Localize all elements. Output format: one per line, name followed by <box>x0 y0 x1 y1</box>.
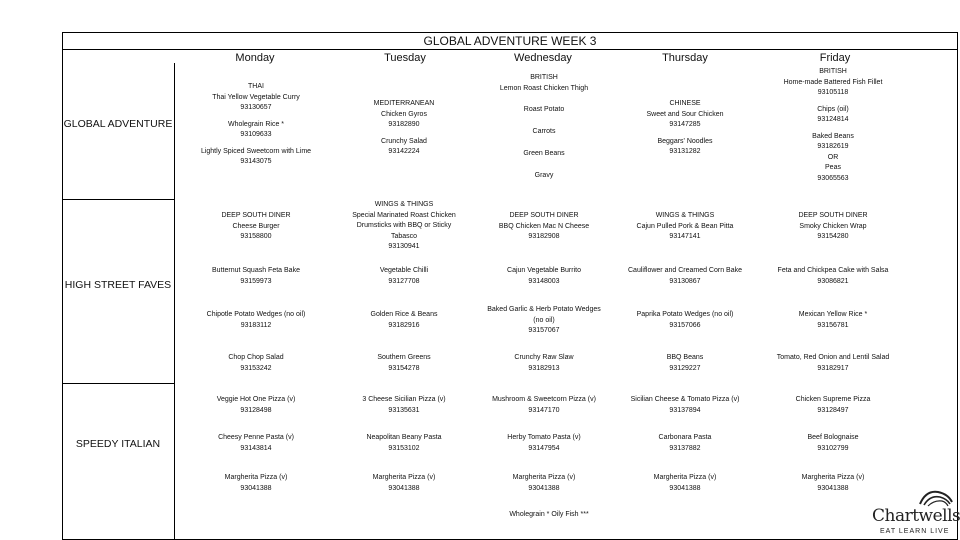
menu-item-code: 93129227 <box>669 364 701 372</box>
menu-item-name: Beggars' Noodles <box>657 137 713 145</box>
menu-item-cuisine: MEDITERRANEAN <box>373 100 435 107</box>
menu-cell-highstreet-wednesday <box>471 211 617 243</box>
menu-item-cuisine: BRITISH <box>530 74 558 81</box>
menu-item-cuisine: WINGS & THINGS <box>374 201 434 208</box>
menu-item-code: 93157066 <box>669 321 701 329</box>
menu-cell-italian-r1-wednesday <box>471 395 617 416</box>
menu-item-cuisine: BRITISH <box>819 68 847 75</box>
menu-item-name: BBQ Beans <box>666 354 704 361</box>
menu-item-code: 93147141 <box>669 233 701 240</box>
menu-item-code: 93041388 <box>817 484 849 492</box>
menu-item-name: Vegetable Chilli <box>379 267 429 274</box>
menu-item-code: 93109633 <box>240 131 272 138</box>
menu-cell-highstreet-r3-thursday <box>612 310 758 331</box>
menu-item-code: 93041388 <box>240 484 272 492</box>
menu-item-name: Baked Beans <box>812 132 854 140</box>
menu-item-name: Cheese Burger <box>232 222 280 230</box>
menu-item-name: Green Beans <box>523 150 565 157</box>
menu-item-name: Chop Chop Salad <box>228 354 284 361</box>
menu-cell-highstreet-r2-friday <box>760 266 906 287</box>
menu-item-code: 93154280 <box>817 233 849 240</box>
menu-item-code: 93041388 <box>528 484 560 492</box>
menu-item-code: 93127708 <box>388 277 420 285</box>
menu-item-name: Veggie Hot One Pizza (v) <box>216 396 296 403</box>
menu-item-name: Margherita Pizza (v) <box>372 474 436 481</box>
menu-item-code: 93157067 <box>528 327 560 334</box>
menu-cell-highstreet-r4-wednesday <box>471 353 617 374</box>
menu-item-name: Mexican Yellow Rice * <box>798 311 868 318</box>
menu-item-code: 93131282 <box>669 148 701 155</box>
menu-item-code: 93159973 <box>240 277 272 285</box>
row-label-global-adventure: GLOBAL ADVENTURE <box>63 118 173 130</box>
menu-cell-highstreet-r3-monday <box>183 310 329 331</box>
menu-cell-highstreet-r3-tuesday <box>331 310 477 331</box>
menu-item-name: Baked Garlic & Herb Potato Wedges <box>487 306 601 313</box>
menu-cell-italian-r2-wednesday <box>471 433 617 454</box>
menu-cell-italian-r1-tuesday <box>331 395 477 416</box>
day-tuesday: Tuesday <box>384 52 426 64</box>
menu-item-code: 93143075 <box>240 158 272 165</box>
menu-item-name: Home-made Battered Fish Fillet <box>783 78 883 86</box>
menu-cell-italian-r1-thursday <box>612 395 758 416</box>
row-label-high-street-faves: HIGH STREET FAVES <box>64 279 172 291</box>
menu-cell-highstreet-r2-wednesday <box>471 266 617 287</box>
row-label-speedy-italian: SPEEDY ITALIAN <box>75 438 161 450</box>
menu-item-name: Mushroom & Sweetcorn Pizza (v) <box>492 396 596 403</box>
menu-item-code: 93128498 <box>240 406 272 414</box>
day-wednesday: Wednesday <box>514 52 572 64</box>
menu-item-name: Smoky Chicken Wrap <box>799 222 867 230</box>
menu-item-code: 93105118 <box>817 89 849 96</box>
menu-item-code: 93124814 <box>817 116 849 123</box>
menu-item-name: Lightly Spiced Sweetcorn with Lime <box>200 147 312 155</box>
menu-cell-global-monday <box>183 82 329 168</box>
menu-item-code: 93142224 <box>388 148 420 155</box>
menu-cell-italian-r3-thursday <box>612 473 758 494</box>
menu-item-name: Tabasco <box>390 232 418 240</box>
menu-item-code: 93135631 <box>388 406 420 414</box>
menu-item-name: Sweet and Sour Chicken <box>646 110 724 118</box>
menu-item-code: 93153242 <box>240 364 272 372</box>
menu-item-name: Margherita Pizza (v) <box>653 474 717 481</box>
menu-item-code: 93154278 <box>388 364 420 372</box>
menu-item-code: 93086821 <box>817 277 849 285</box>
menu-item-name: Herby Tomato Pasta (v) <box>507 434 581 441</box>
menu-item-code: 93182890 <box>388 121 420 128</box>
menu-item-name: Chips (oil) <box>817 105 849 113</box>
menu-item-name: Special Marinated Roast Chicken <box>352 211 456 219</box>
menu-item-name: Chicken Supreme Pizza <box>795 396 871 403</box>
menu-cell-italian-r2-friday <box>760 433 906 454</box>
menu-item-code: 93041388 <box>669 484 701 492</box>
menu-item-name: Peas <box>825 164 841 171</box>
chef-hat-icon <box>916 486 956 508</box>
menu-item-name: Roast Potato <box>523 106 565 113</box>
menu-cell-italian-r2-monday <box>183 433 329 454</box>
menu-item-code: 93153102 <box>388 444 420 452</box>
menu-cell-global-wednesday <box>471 72 617 181</box>
menu-cell-highstreet-r4-monday <box>183 353 329 374</box>
menu-cell-italian-r3-monday <box>183 473 329 494</box>
legend-note: Wholegrain * Oily Fish *** <box>509 511 589 518</box>
column-divider <box>174 63 175 540</box>
menu-item-code: 93065563 <box>817 174 849 182</box>
menu-item-name: Sicilian Cheese & Tomato Pizza (v) <box>630 396 740 403</box>
row-divider <box>62 383 174 384</box>
menu-item-name: Crunchy Salad <box>381 137 427 145</box>
menu-cell-italian-r3-tuesday <box>331 473 477 494</box>
menu-item-code: 93147285 <box>669 121 701 128</box>
menu-item-name: OR <box>827 153 839 161</box>
menu-item-name: Lemon Roast Chicken Thigh <box>499 85 589 92</box>
menu-item-code: 93182908 <box>528 233 560 240</box>
menu-cell-highstreet-r3-wednesday <box>471 305 617 337</box>
menu-item-name: Golden Rice & Beans <box>370 311 438 318</box>
logo-tagline: EAT LEARN LIVE <box>880 528 950 535</box>
menu-item-name: BBQ Chicken Mac N Cheese <box>498 222 590 230</box>
day-thursday: Thursday <box>662 52 708 64</box>
menu-item-code: 93102799 <box>817 444 849 452</box>
menu-item-code: 93182619 <box>817 143 849 150</box>
menu-item-cuisine: CHINESE <box>669 100 701 107</box>
menu-cell-italian-r3-wednesday <box>471 473 617 494</box>
logo-brand: Chartwells <box>872 506 960 526</box>
menu-item-cuisine: DEEP SOUTH DINER <box>509 212 579 219</box>
menu-item-cuisine: THAI <box>248 83 264 90</box>
menu-item-name: Gravy <box>534 172 554 179</box>
menu-item-name: Carbonara Pasta <box>658 434 712 441</box>
menu-item-name: Tomato, Red Onion and Lentil Salad <box>776 354 890 361</box>
menu-cell-highstreet-r2-monday <box>183 266 329 287</box>
menu-item-name: Cajun Pulled Pork & Bean Pitta <box>636 222 734 230</box>
menu-cell-highstreet-r2-tuesday <box>331 266 477 287</box>
menu-item-name: Margherita Pizza (v) <box>512 474 576 481</box>
menu-item-code: 93128497 <box>817 406 849 414</box>
menu-item-name: Chicken Gyros <box>381 110 427 118</box>
menu-item-name: Cauliflower and Creamed Corn Bake <box>628 267 742 274</box>
menu-cell-highstreet-r2-thursday <box>612 266 758 287</box>
menu-item-name: Cajun Vegetable Burrito <box>507 267 581 274</box>
menu-item-cuisine: DEEP SOUTH DINER <box>221 212 291 219</box>
menu-item-name: Margherita Pizza (v) <box>224 474 288 481</box>
menu-item-name: Margherita Pizza (v) <box>801 474 865 481</box>
menu-item-code: 93182917 <box>817 364 849 372</box>
row-divider <box>62 199 174 200</box>
menu-item-name: Feta and Chickpea Cake with Salsa <box>777 267 889 274</box>
menu-item-name: Carrots <box>532 128 556 135</box>
menu-cell-highstreet-tuesday <box>331 200 477 253</box>
menu-item-name: Wholegrain Rice * <box>227 120 285 128</box>
menu-item-cuisine: WINGS & THINGS <box>655 212 715 219</box>
menu-cell-italian-r1-monday <box>183 395 329 416</box>
menu-item-code: 93158800 <box>240 233 272 240</box>
menu-item-name: Beef Bolognaise <box>807 434 859 441</box>
menu-item-name: Drumsticks with BBQ or Sticky <box>356 222 452 229</box>
menu-item-code: 93137894 <box>669 406 701 414</box>
menu-title: GLOBAL ADVENTURE WEEK 3 <box>62 32 958 50</box>
menu-item-cuisine: DEEP SOUTH DINER <box>798 212 868 219</box>
menu-item-name: Thai Yellow Vegetable Curry <box>212 93 300 101</box>
day-monday: Monday <box>235 52 275 64</box>
menu-item-code: 93130657 <box>240 104 272 111</box>
day-friday: Friday <box>819 52 851 64</box>
menu-cell-highstreet-friday <box>760 211 906 243</box>
menu-item-code: 93182916 <box>388 321 420 329</box>
menu-item-code: 93156781 <box>817 321 849 329</box>
menu-item-code: 93148003 <box>528 277 560 285</box>
menu-cell-global-tuesday <box>331 99 477 158</box>
menu-item-name: (no oil) <box>533 316 555 324</box>
menu-item-name: Cheesy Penne Pasta (v) <box>218 434 294 441</box>
menu-item-code: 93182913 <box>528 364 560 372</box>
menu-item-code: 93130867 <box>669 277 701 285</box>
menu-item-code: 93147954 <box>528 444 560 452</box>
menu-item-code: 93137882 <box>669 444 701 452</box>
menu-cell-highstreet-r4-friday <box>760 353 906 374</box>
menu-item-code: 93041388 <box>388 484 420 492</box>
menu-item-code: 93147170 <box>528 406 560 414</box>
chartwells-logo <box>868 486 958 540</box>
menu-cell-global-thursday <box>612 99 758 158</box>
menu-cell-global-friday <box>760 67 906 184</box>
menu-item-code: 93143814 <box>240 444 272 452</box>
menu-item-name: Crunchy Raw Slaw <box>514 354 574 361</box>
menu-item-code: 93130941 <box>388 243 420 250</box>
menu-item-name: Southern Greens <box>377 354 431 361</box>
menu-item-name: Chipotle Potato Wedges (no oil) <box>206 311 306 318</box>
menu-cell-italian-r1-friday <box>760 395 906 416</box>
menu-cell-highstreet-r4-thursday <box>612 353 758 374</box>
menu-cell-highstreet-monday <box>183 211 329 243</box>
menu-item-name: Neapolitan Beany Pasta <box>366 434 442 441</box>
menu-item-name: 3 Cheese Sicilian Pizza (v) <box>362 396 446 403</box>
menu-cell-highstreet-r3-friday <box>760 310 906 331</box>
menu-item-name: Paprika Potato Wedges (no oil) <box>636 311 734 318</box>
menu-cell-highstreet-r4-tuesday <box>331 353 477 374</box>
menu-item-name: Butternut Squash Feta Bake <box>212 267 300 274</box>
menu-item-code: 93183112 <box>240 321 272 329</box>
menu-cell-italian-r2-thursday <box>612 433 758 454</box>
menu-cell-highstreet-thursday <box>612 211 758 243</box>
menu-cell-italian-r2-tuesday <box>331 433 477 454</box>
